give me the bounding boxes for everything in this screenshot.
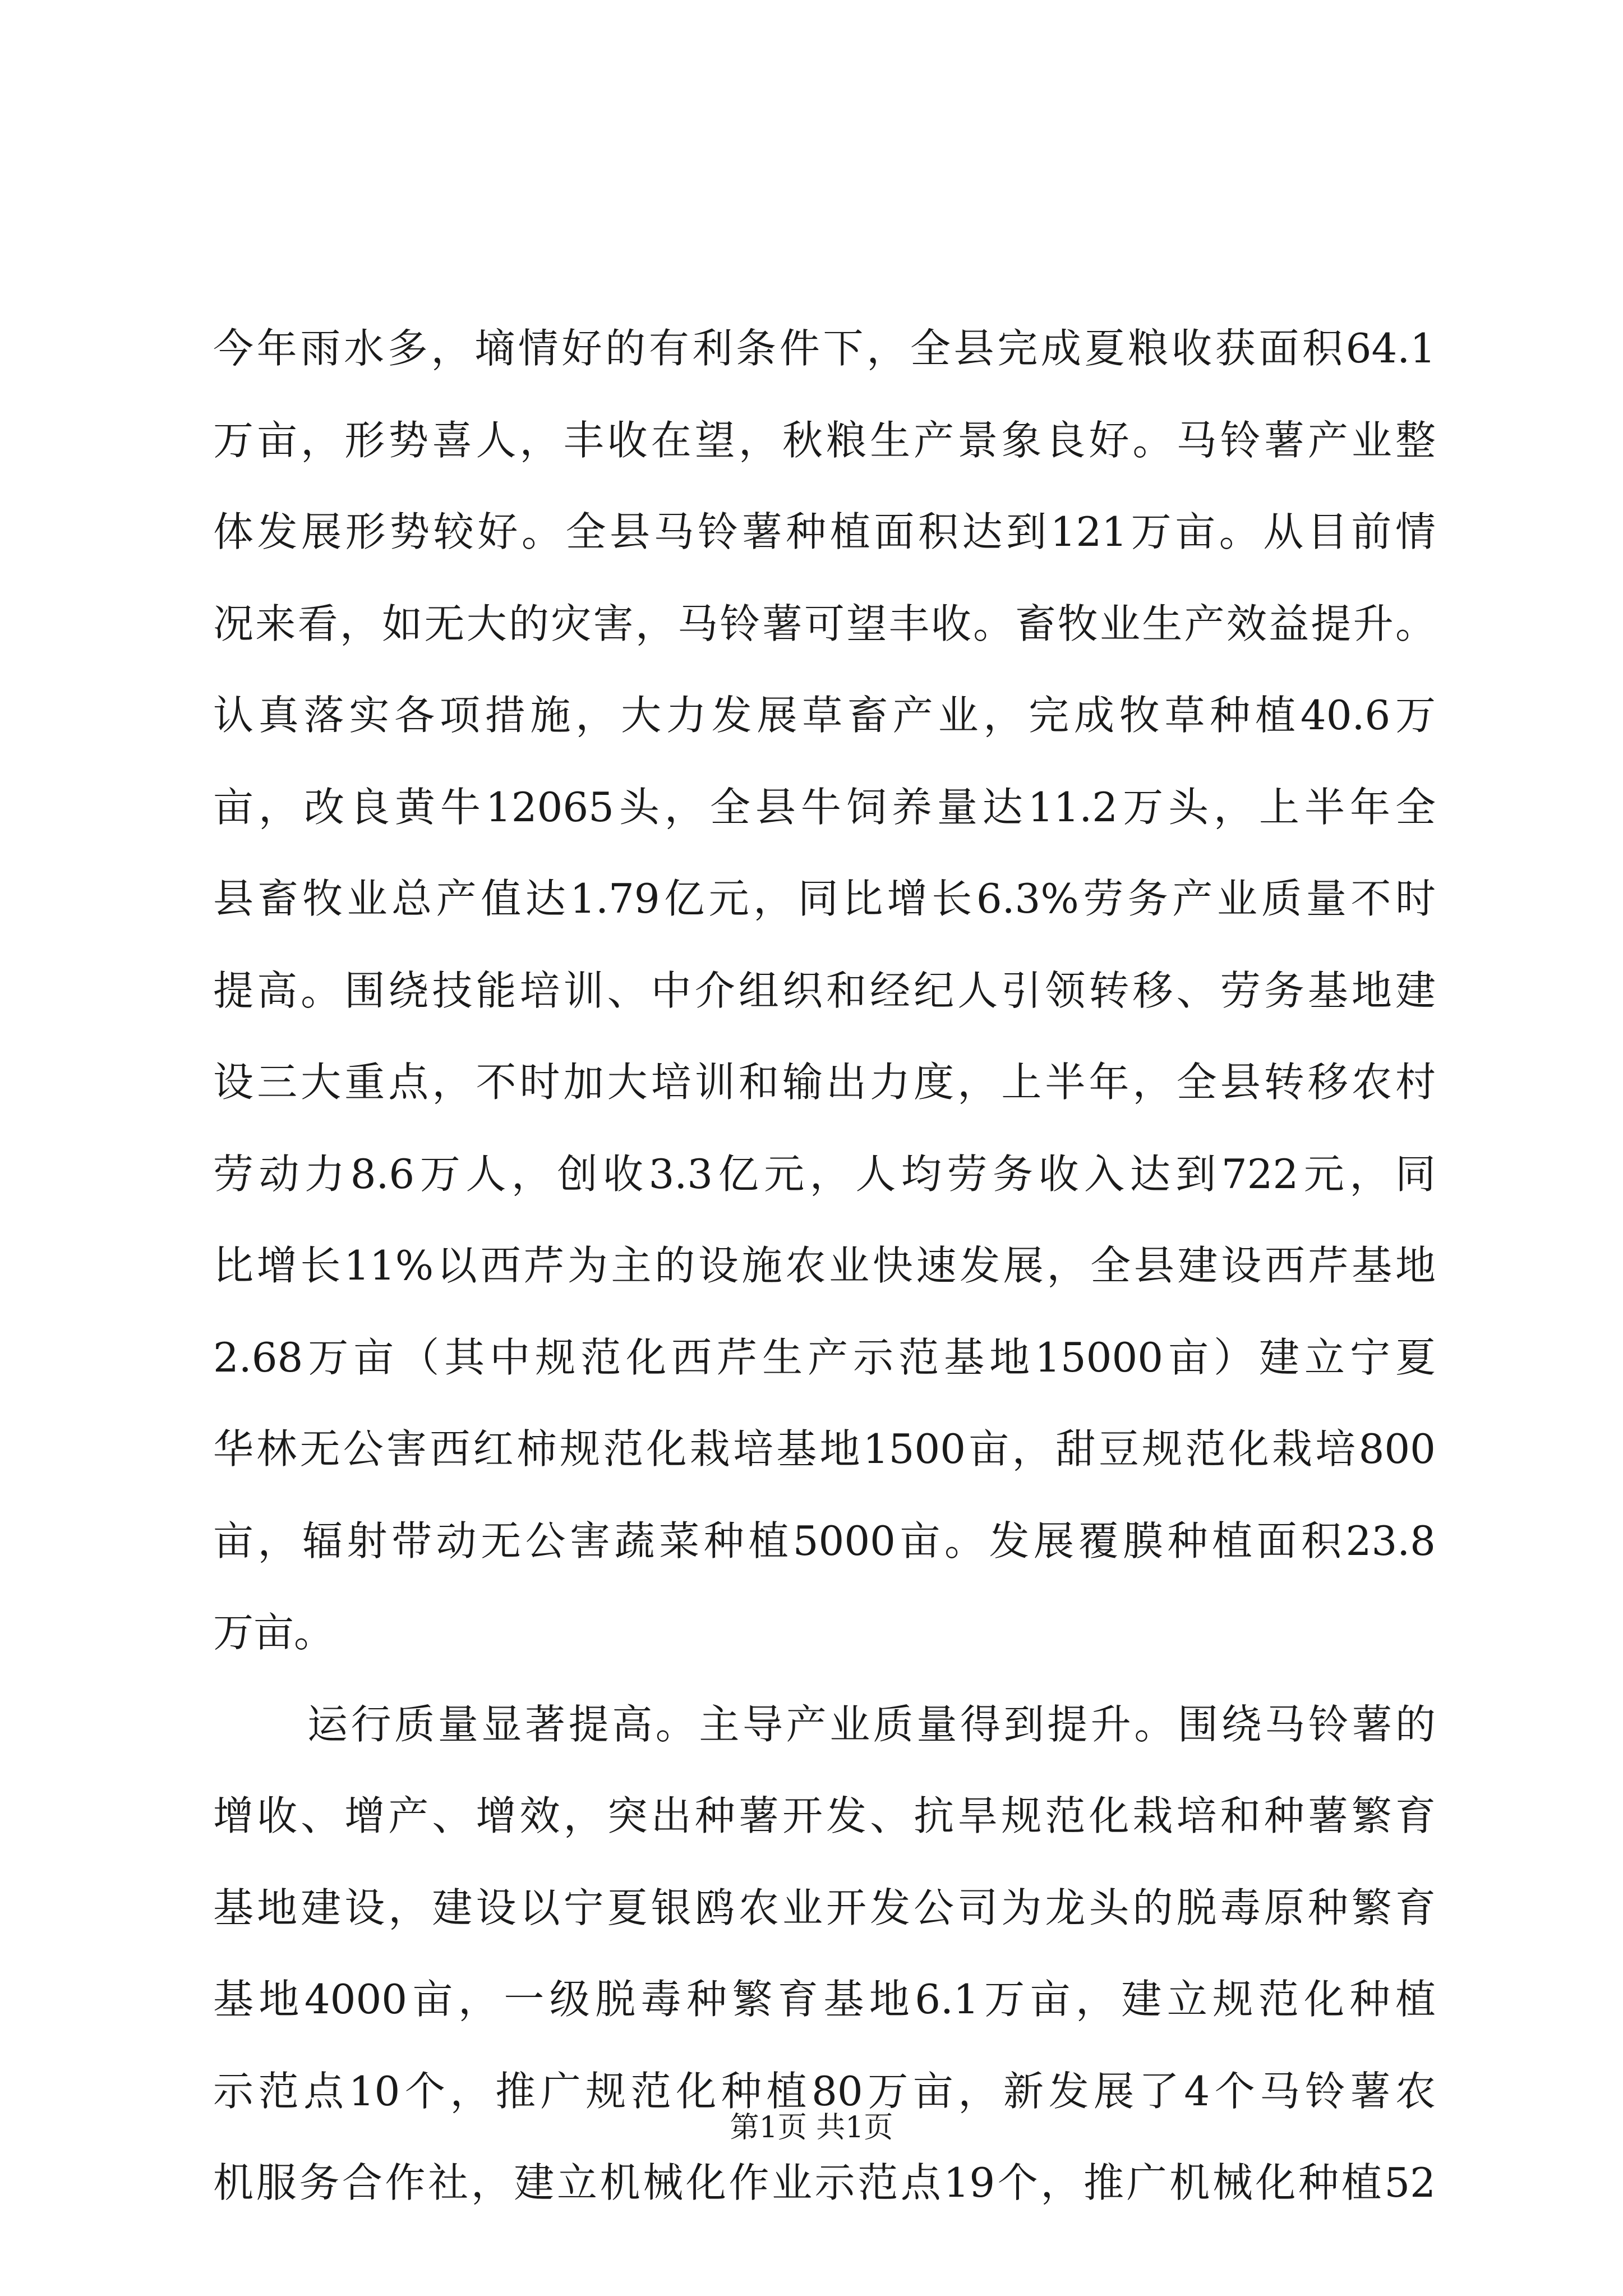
text-line: 万亩。 (213, 1609, 335, 1656)
text-line: 基地4000亩，一级脱毒种繁育基地6.1万亩，建立规范化种植 (213, 1976, 1436, 2023)
text-line: 设三大重点，不时加大培训和输出力度，上半年，全县转移农村 (213, 1059, 1436, 1106)
text-line: 今年雨水多，墒情好的有利条件下，全县完成夏粮收获面积64.1 (213, 325, 1436, 372)
text-line: 亩，辐射带动无公害蔬菜种植5000亩。发展覆膜种植面积23.8 (213, 1517, 1436, 1565)
text-line: 运行质量显著提高。主导产业质量得到提升。围绕马铃薯的 (307, 1700, 1436, 1748)
text-line: 提高。围绕技能培训、中介组织和经纪人引领转移、劳务基地建 (213, 967, 1436, 1014)
text-line: 机服务合作社，建立机械化作业示范点19个，推广机械化种植52 (213, 2159, 1436, 2206)
text-line: 示范点10个，推广规范化种植80万亩，新发展了4个马铃薯农 (213, 2067, 1436, 2115)
text-line: 比增长11%以西芹为主的设施农业快速发展，全县建设西芹基地 (213, 1242, 1436, 1289)
text-line: 况来看，如无大的灾害，马铃薯可望丰收。畜牧业生产效益提升。 (213, 600, 1436, 647)
text-line: 华林无公害西红柿规范化栽培基地1500亩，甜豆规范化栽培800 (213, 1425, 1436, 1473)
text-line: 认真落实各项措施，大力发展草畜产业，完成牧草种植40.6万 (213, 692, 1436, 739)
text-line: 万亩，形势喜人，丰收在望，秋粮生产景象良好。马铃薯产业整 (213, 416, 1436, 464)
document-body (213, 303, 1436, 2229)
text-line: 劳动力8.6万人，创收3.3亿元，人均劳务收入达到722元，同 (213, 1150, 1436, 1198)
text-line: 县畜牧业总产值达1.79亿元，同比增长6.3%劳务产业质量不时 (213, 875, 1436, 922)
text-line: 基地建设，建设以宁夏银鸥农业开发公司为龙头的脱毒原种繁育 (213, 1884, 1436, 1931)
text-line: 增收、增产、增效，突出种薯开发、抗旱规范化栽培和种薯繁育 (213, 1792, 1436, 1839)
text-line: 亩，改良黄牛12065头，全县牛饲养量达11.2万头，上半年全 (213, 783, 1436, 831)
page-number-footer: 第1页 共1页 (730, 2111, 893, 2145)
text-line: 2.68万亩（其中规范化西芹生产示范基地15000亩）建立宁夏 (213, 1333, 1436, 1381)
text-line: 体发展形势较好。全县马铃薯种植面积达到121万亩。从目前情 (213, 508, 1436, 555)
